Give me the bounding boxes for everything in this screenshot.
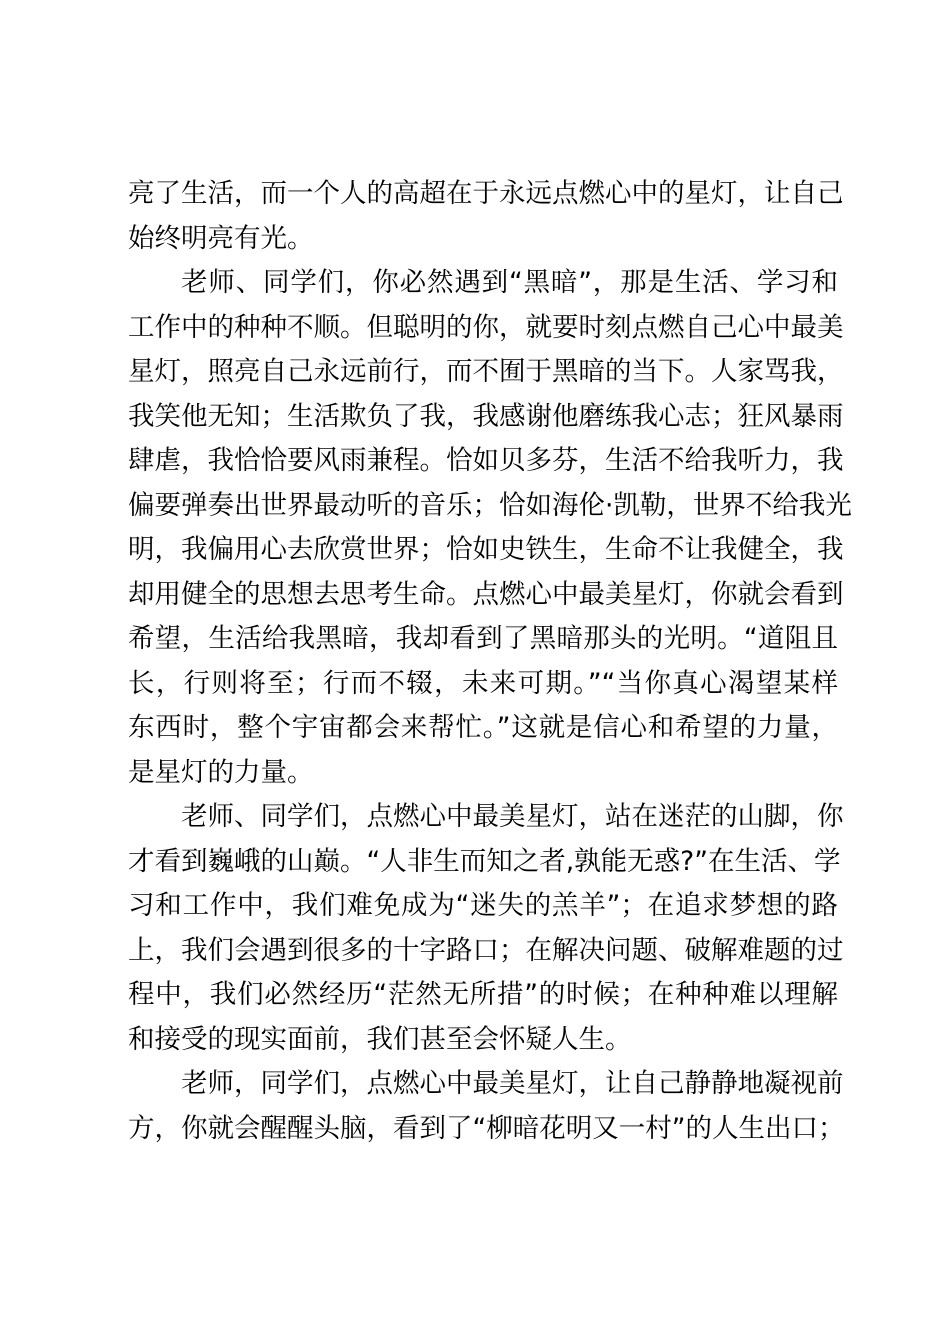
text-line: 工作中的种种不顺。但聪明的你，就要时刻点燃自己心中最美: [128, 311, 844, 343]
text-line: 明，我偏用心去欣赏世界；恰如史铁生，生命不让我健全，我: [128, 534, 844, 565]
body-text: [128, 172, 852, 1151]
text-line: 我笑他无知；生活欺负了我，我感谢他磨练我心志；狂风暴雨: [128, 400, 844, 432]
text-line: 是星灯的力量。: [128, 756, 314, 788]
text-line: 始终明亮有光。: [128, 222, 314, 254]
text-line: 方，你就会醒醒头脑，看到了“柳暗花明又一村”的人生出口；: [128, 1112, 845, 1144]
text-line: 程中，我们必然经历“茫然无所措”的时候；在种种难以理解: [128, 979, 838, 1010]
text-line: 和接受的现实面前，我们甚至会怀疑人生。: [128, 1023, 632, 1055]
text-line: 习和工作中，我们难免成为“迷失的羔羊”；在追求梦想的路: [128, 890, 838, 921]
text-line: 亮了生活，而一个人的高超在于永远点燃心中的星灯，让自己: [128, 178, 844, 209]
text-line: 希望，生活给我黑暗，我却看到了黑暗那头的光明。“道阻且: [128, 623, 838, 654]
paragraph-first-line: 老师、同学们，点燃心中最美星灯，站在迷茫的山脚，你: [181, 801, 844, 832]
paragraph-first-line: 老师，同学们，点燃心中最美星灯，让自己静静地凝视前: [181, 1068, 844, 1099]
text-line: 上，我们会遇到很多的十字路口；在解决问题、破解难题的过: [128, 934, 844, 966]
text-line: 偏要弹奏出世界最动听的音乐；恰如海伦·凯勒，世界不给我光: [128, 489, 852, 521]
text-line: 东西时，整个宇宙都会来帮忙。”这就是信心和希望的力量，: [128, 712, 838, 743]
text-line: 肆虐，我恰恰要风雨兼程。恰如贝多芬，生活不给我听力，我: [128, 445, 844, 476]
text-line: 长，行则将至；行而不辍，未来可期。”“当你真心渴望某样: [128, 667, 838, 699]
paragraph-first-line: 老师、同学们，你必然遇到“黑暗”，那是生活、学习和: [181, 267, 838, 298]
text-line: 才看到巍峨的山巅。“人非生而知之者,孰能无惑?”在生活、学: [128, 845, 841, 877]
text-line: 星灯，照亮自己永远前行，而不囿于黑暗的当下。人家骂我，: [128, 356, 844, 387]
text-line: 却用健全的思想去思考生命。点燃心中最美星灯，你就会看到: [128, 578, 844, 610]
